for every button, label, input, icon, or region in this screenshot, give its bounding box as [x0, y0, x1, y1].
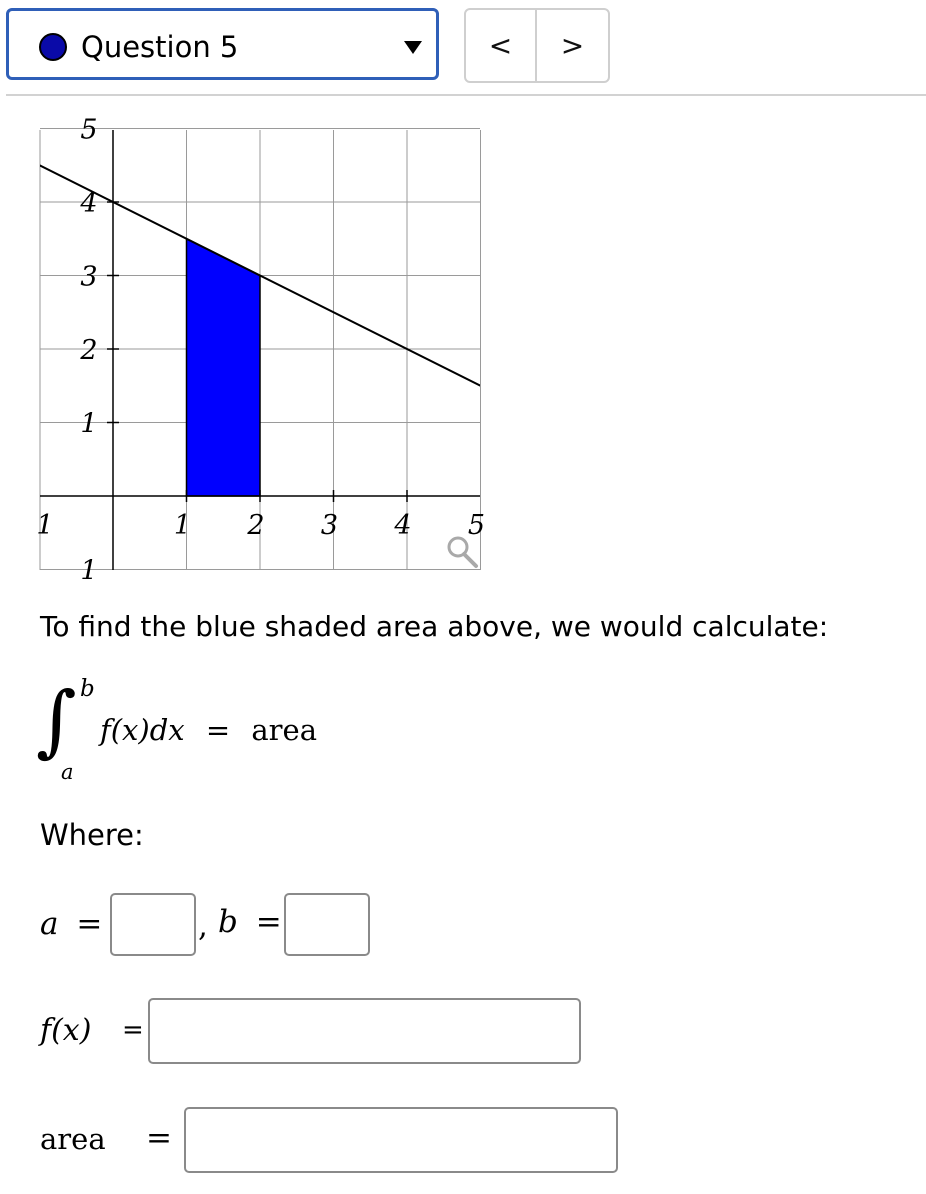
fx-input[interactable] [148, 998, 581, 1064]
fx-label: f(x) [40, 1013, 92, 1048]
x-tick-label: 5 [467, 510, 486, 541]
a-input[interactable] [110, 893, 196, 956]
integral-lower-limit: a [61, 760, 74, 784]
x-tick-label: 4 [394, 510, 412, 541]
area-input[interactable] [184, 1107, 618, 1173]
question-select[interactable] [6, 8, 439, 80]
header-divider [6, 94, 926, 96]
a-label [40, 906, 102, 942]
question-nav [464, 8, 610, 83]
area-label: area [40, 1122, 106, 1156]
x-tick-label: 3 [320, 510, 339, 541]
fx-equals: = [122, 1015, 144, 1045]
magnifier-icon[interactable] [449, 538, 476, 566]
area-equals: = [146, 1120, 172, 1156]
integral-expression [100, 713, 317, 747]
chevron-down-icon [404, 41, 422, 54]
shaded-area [187, 239, 261, 496]
b-label [218, 904, 282, 940]
equals-sign: = [205, 713, 231, 747]
y-tick-label: 5 [80, 114, 98, 146]
next-question-button[interactable] [537, 10, 608, 81]
question-prompt: To find the blue shaded area above, we would calculate: [40, 610, 829, 643]
x-tick-label: 2 [247, 510, 265, 541]
x-tick-label-neg: 1 [36, 510, 54, 541]
integrand: f(x)dx [100, 713, 185, 747]
chevron-right-icon: > [560, 29, 585, 62]
comma: , [198, 908, 208, 944]
x-tick-label: 1 [173, 510, 192, 541]
integral-rhs: area [251, 713, 317, 747]
previous-question-button[interactable] [466, 10, 537, 81]
a-variable: a [40, 906, 59, 942]
b-equals: = [255, 904, 282, 940]
y-tick-label-neg: 1 [80, 555, 98, 580]
y-tick-label: 4 [80, 188, 98, 219]
b-input[interactable] [284, 893, 370, 956]
function-graph [0, 100, 500, 580]
question-status-dot [39, 33, 67, 61]
chevron-left-icon: < [488, 29, 513, 62]
where-label: Where: [40, 818, 144, 852]
integral-upper-limit: b [80, 676, 95, 702]
integral-sign: ∫ [36, 676, 77, 766]
y-tick-label: 1 [80, 408, 98, 440]
b-variable: b [218, 904, 238, 940]
a-equals: = [76, 906, 103, 942]
y-tick-label: 3 [80, 261, 98, 293]
question-label: Question 5 [81, 30, 239, 64]
y-tick-label: 2 [80, 335, 98, 366]
